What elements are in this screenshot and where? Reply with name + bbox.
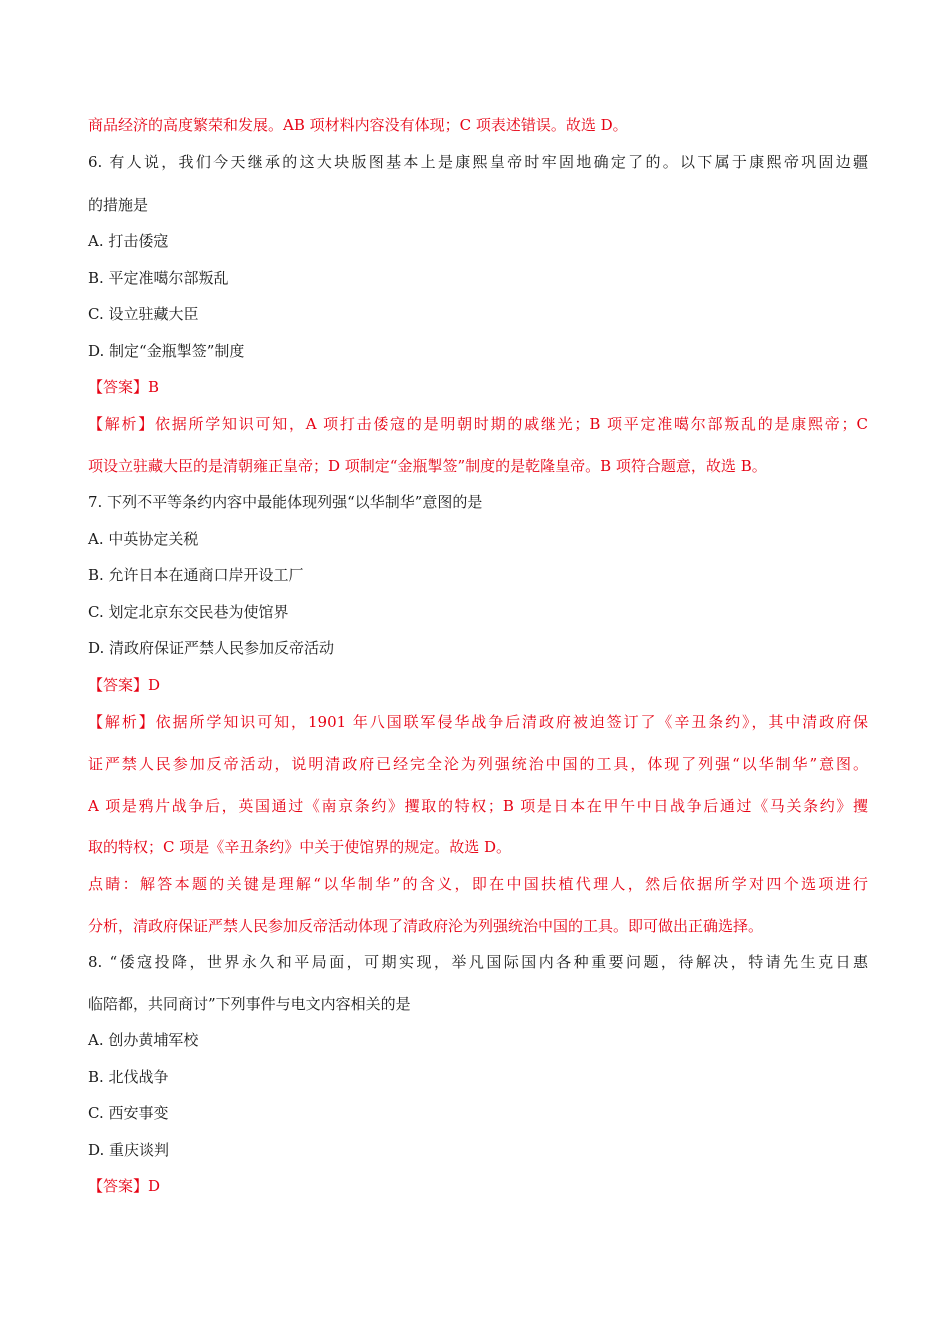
q7-option-d: D. 清政府保证严禁人民参加反帝活动 (88, 639, 335, 657)
q7-option-b: B. 允许日本在通商口岸开设工厂 (88, 566, 304, 584)
q7-option-c: C. 划定北京东交民巷为使馆界 (88, 603, 289, 621)
q6-stem-line2: 的措施是 (88, 196, 149, 214)
q7-option-a: A. 中英协定关税 (88, 530, 199, 548)
q8-answer: 【答案】D (88, 1177, 161, 1195)
q6-answer: 【答案】B (88, 378, 160, 396)
q8-stem-line1: 8. “倭寇投降，世界永久和平局面，可期实现，举凡国际国内各种重要问题，待解决，特请先生克日惠 (88, 953, 868, 971)
q6-option-a: A. 打击倭寇 (88, 232, 169, 250)
q6-option-c: C. 设立驻藏大臣 (88, 305, 199, 323)
q7-analysis-line4: 取的特权；C 项是《辛丑条约》中关于使馆界的规定。故选 D。 (88, 838, 512, 856)
q6-analysis-line2: 项设立驻藏大臣的是清朝雍正皇帝；D 项制定“金瓶掣签”制度的是乾隆皇帝。B 项符合题意，故选 B。 (88, 457, 767, 475)
q7-analysis-line2: 证严禁人民参加反帝活动，说明清政府已经完全沦为列强统治中国的工具，体现了列强“以华制华”意图。 (88, 755, 868, 773)
q6-option-b: B. 平定准噶尔部叛乱 (88, 269, 229, 287)
q7-tip-line1: 点睛：解答本题的关键是理解“以华制华”的含义，即在中国扶植代理人，然后依据所学对四个选项进行 (88, 875, 868, 893)
q8-option-a: A. 创办黄埔军校 (88, 1031, 199, 1049)
q7-analysis-line3: A 项是鸦片战争后，英国通过《南京条约》攫取的特权；B 项是日本在甲午中日战争后通过《马关条约》攫 (88, 797, 868, 815)
q7-answer: 【答案】D (88, 676, 161, 694)
q8-stem-line2: 临陪都，共同商讨”下列事件与电文内容相关的是 (88, 995, 411, 1013)
q8-option-c: C. 西安事变 (88, 1104, 169, 1122)
q8-option-d: D. 重庆谈判 (88, 1141, 170, 1159)
q7-analysis-line1: 【解析】依据所学知识可知，1901 年八国联军侵华战争后清政府被迫签订了《辛丑条约》，其中清政府保 (88, 713, 868, 731)
q6-stem-line1: 6. 有人说，我们今天继承的这大块版图基本上是康熙皇帝时牢固地确定了的。以下属于康熙帝巩固边疆 (88, 153, 868, 171)
q6-analysis-line1: 【解析】依据所学知识可知，A 项打击倭寇的是明朝时期的戚继光；B 项平定准噶尔部叛乱的是康熙帝；C (88, 415, 868, 433)
q7-tip-line2: 分析，清政府保证严禁人民参加反帝活动体现了清政府沦为列强统治中国的工具。即可做出正确选择。 (88, 917, 764, 935)
q8-option-b: B. 北伐战争 (88, 1068, 169, 1086)
q7-stem: 7. 下列不平等条约内容中最能体现列强“以华制华”意图的是 (88, 493, 483, 511)
intro-line: 商品经济的高度繁荣和发展。AB 项材料内容没有体现；C 项表述错误。故选 D。 (88, 116, 628, 134)
q6-option-d: D. 制定“金瓶掣签”制度 (88, 342, 245, 360)
